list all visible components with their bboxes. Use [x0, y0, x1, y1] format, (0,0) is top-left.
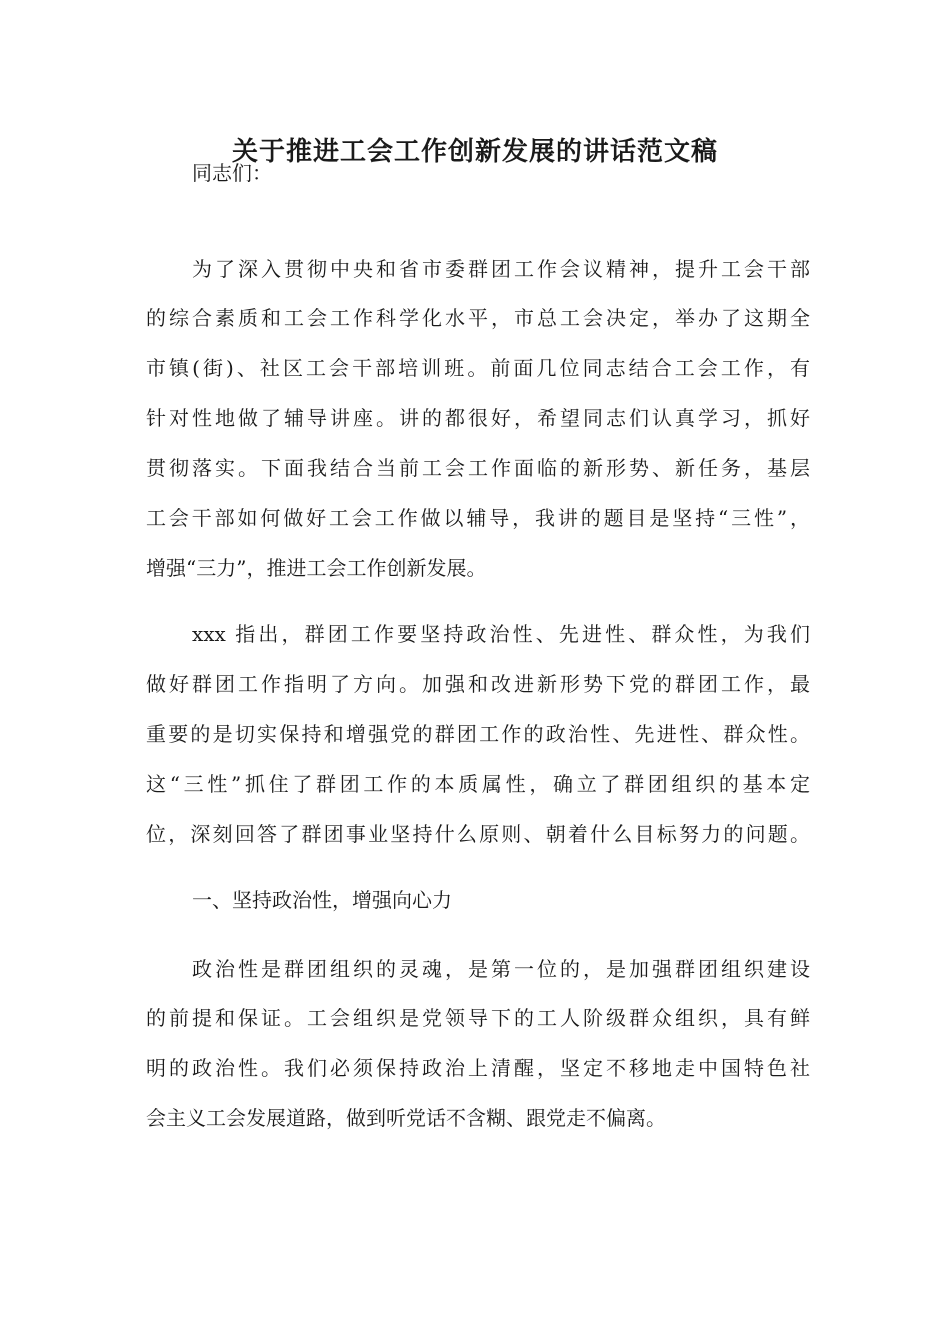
salutation: 同志们：	[192, 161, 272, 185]
paragraph-2-line-1: xxx 指出，群团工作要坚持政治性、先进性、群众性，为我们	[192, 622, 810, 646]
paragraph-2-line-3: 重要的是切实保持和增强党的群团工作的政治性、先进性、群众性。	[146, 722, 810, 746]
paragraph-3-line-1: 政治性是群团组织的灵魂，是第一位的，是加强群团组织建设	[192, 957, 810, 981]
paragraph-1-line-3: 市镇(街)、社区工会干部培训班。前面几位同志结合工会工作，有	[146, 356, 810, 380]
paragraph-2-line-5: 位，深刻回答了群团事业坚持什么原则、朝着什么目标努力的问题。	[146, 822, 810, 846]
paragraph-3-line-3: 明的政治性。我们必须保持政治上清醒，坚定不移地走中国特色社	[146, 1056, 810, 1080]
paragraph-3-line-2: 的前提和保证。工会组织是党领导下的工人阶级群众组织，具有鲜	[146, 1006, 810, 1030]
paragraph-1-line-2: 的综合素质和工会工作科学化水平，市总工会决定，举办了这期全	[146, 306, 810, 330]
paragraph-2-line-2: 做好群团工作指明了方向。加强和改进新形势下党的群团工作，最	[146, 672, 810, 696]
section-heading: 一、坚持政治性，增强向心力	[192, 888, 452, 912]
paragraph-1-line-5: 贯彻落实。下面我结合当前工会工作面临的新形势、新任务，基层	[146, 456, 810, 480]
paragraph-1-line-4: 针对性地做了辅导讲座。讲的都很好，希望同志们认真学习，抓好	[146, 406, 810, 430]
paragraph-1-line-1: 为了深入贯彻中央和省市委群团工作会议精神，提升工会干部	[192, 257, 810, 281]
paragraph-1-line-6: 工会干部如何做好工会工作做以辅导，我讲的题目是坚持“三性”，	[146, 506, 810, 530]
paragraph-1-line-7: 增强“三力”，推进工会工作创新发展。	[146, 556, 487, 580]
paragraph-2-line-4: 这“三性”抓住了群团工作的本质属性，确立了群团组织的基本定	[146, 772, 810, 796]
document-title: 关于推进工会工作创新发展的讲话范文稿	[231, 137, 718, 167]
paragraph-3-line-4: 会主义工会发展道路，做到听党话不含糊、跟党走不偏离。	[146, 1106, 666, 1130]
